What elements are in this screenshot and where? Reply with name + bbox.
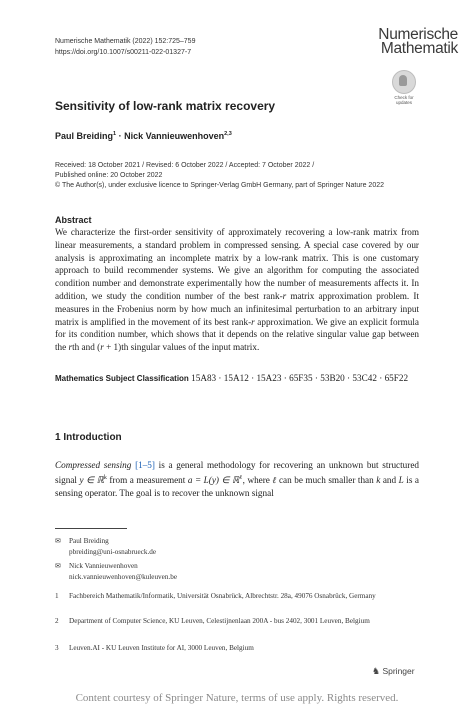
journal-citation: Numerische Mathematik (2022) 152:725–759: [55, 38, 196, 45]
affiliation-marker: 1: [113, 131, 117, 137]
contact-name: Nick Vannieuwenhoven: [69, 562, 138, 570]
check-updates-label: [389, 95, 419, 105]
author-name[interactable]: Paul Breiding: [55, 131, 114, 141]
affiliation-entry: [55, 616, 435, 638]
author-list: [55, 131, 232, 141]
math-expr: y ∈ ℝ: [79, 474, 104, 485]
author-separator: ·: [116, 131, 125, 141]
affiliation-number: 2: [55, 617, 59, 625]
msc-classification: [55, 372, 419, 386]
affiliation-entry: [55, 643, 435, 655]
abstract-text: [55, 226, 419, 354]
intro-text-part: and: [380, 474, 399, 485]
courtesy-notice: Content courtesy of Springer Nature, terms of use apply. Rights reserved.: [75, 692, 399, 704]
math-expr: a = L(y) ∈ ℝ: [187, 474, 240, 485]
math-var: r: [282, 290, 287, 301]
envelope-icon: ✉: [55, 562, 61, 570]
doi-link[interactable]: https://doi.org/10.1007/s00211-022-01327-7: [55, 48, 192, 56]
received-line: Received: 18 October 2021 / Revised: 6 October 2022 / Accepted: 7 October 2022 /: [55, 162, 315, 169]
math-sup: k: [103, 474, 107, 481]
msc-label: Mathematics Subject Classification: [55, 374, 189, 383]
math-var: r: [100, 342, 104, 353]
publisher-logo: [372, 666, 415, 677]
section-heading: 1 Introduction: [55, 432, 122, 443]
header-meta: [55, 37, 195, 58]
abstract-text-part: approximation. We give an explicit formula for its condition number, which shows that it depends on the relative singular value gap between the: [55, 316, 419, 353]
envelope-icon: ✉: [55, 537, 61, 545]
math-var: k: [376, 474, 381, 485]
journal-name-line2: Mathematik: [380, 39, 458, 57]
publication-dates: [55, 161, 435, 192]
affiliation-text: Leuven.AI - KU Leuven Institute for AI, 3000 Leuven, Belgium: [69, 644, 254, 652]
contact-entry: [55, 536, 435, 558]
affiliation-number: 1: [55, 592, 59, 600]
msc-codes: 15A83 · 15A12 · 15A23 · 65F35 · 53B20 · 53C42 · 65F22: [188, 373, 409, 383]
intro-text: [55, 459, 419, 499]
check-updates-line2: updates: [395, 100, 412, 105]
abstract-text-part: th and (: [72, 342, 101, 353]
contact-email[interactable]: pbreiding@uni-osnabrueck.de: [69, 547, 157, 556]
math-var: L: [398, 474, 404, 485]
affiliation-text: Fachbereich Mathematik/Informatik, Universität Osnabrück, Albrechtstr. 28a, 49076 Osnabrück, Germany: [69, 592, 376, 600]
published-line: Published online: 20 October 2022: [55, 172, 163, 180]
intro-text-part: can be much smaller than: [276, 474, 377, 485]
contact-name: Paul Breiding: [69, 537, 109, 545]
citation-link[interactable]: [1–5]: [135, 460, 155, 470]
abstract-text-part: matrix approximation problem. It measures in the Frobenius norm by how much an infinitesimal perturbation to an arbitrary input matrix is amplified in the movement of its best rank-: [55, 290, 419, 327]
journal-name-line1: Numerische: [378, 26, 458, 43]
term: Compressed sensing: [55, 460, 132, 470]
math-sup: ℓ: [239, 474, 243, 481]
author-name[interactable]: Nick Vannieuwenhoven: [124, 131, 225, 141]
math-var: r: [251, 316, 255, 327]
check-updates-line1: Check for: [394, 95, 414, 100]
check-for-updates-button[interactable]: [389, 70, 419, 105]
contact-entry: [55, 561, 435, 583]
affiliation-text: Department of Computer Science, KU Leuven, Celestijnenlaan 200A - bus 2402, 3001 Leuven, Belgium: [69, 617, 370, 625]
intro-text-part: is a general methodology for recovering an unknown but structured signal: [55, 460, 419, 485]
affiliation-marker: 2,3: [224, 131, 232, 137]
intro-text-part: , where: [242, 474, 273, 485]
copyright-line: © The Author(s), under exclusive licence to Springer-Verlag GmbH Germany, part of Springer Nature 2022: [55, 182, 384, 190]
abstract-text-part: + 1)th singular values of the input matrix.: [103, 342, 260, 353]
bookmark-icon: [392, 70, 416, 94]
article-title: Sensitivity of low-rank matrix recovery: [55, 99, 276, 113]
affiliation-number: 3: [55, 644, 59, 652]
footnote-rule: [55, 528, 127, 529]
springer-horse-icon: ♞: [372, 666, 381, 676]
intro-text-part: is a sensing operator. The goal is to recover the unknown signal: [55, 474, 420, 498]
journal-logo: [338, 28, 458, 55]
abstract-text-part: We characterize the first-order sensitivity of approximately recovering a low-rank matrix from linear measurements, a standard problem in compressed sensing. A special case covered by our analysis is approximating an incomplete matrix by a low-rank matrix. This is one customary approach to build recommender systems. We give an algorithm for computing the associated condition number and demonstrate experimentally how the number of measurements affects it. In addition, we study the condition number of the best rank-: [55, 227, 419, 301]
math-var: r: [68, 342, 73, 353]
abstract-heading: Abstract: [55, 215, 92, 225]
affiliation-entry: [55, 591, 435, 613]
intro-text-part: from a measurement: [106, 474, 188, 485]
math-var: ℓ: [272, 474, 277, 485]
contact-email[interactable]: nick.vannieuwenhoven@kuleuven.be: [69, 572, 178, 581]
publisher-name: Springer: [382, 666, 415, 676]
